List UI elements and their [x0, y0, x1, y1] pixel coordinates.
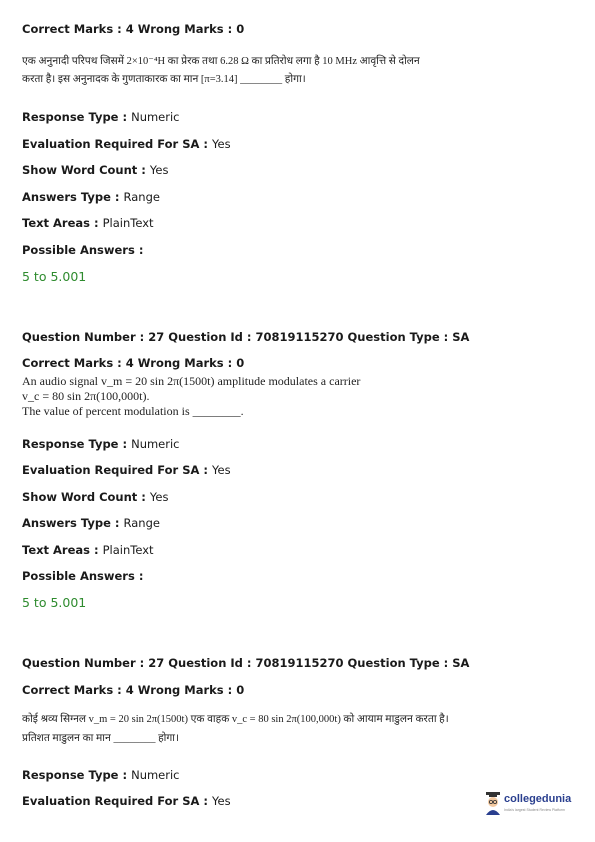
question-line: प्रतिशत माडुलन का मान ________ होगा।	[22, 733, 180, 744]
response-type: Response Type : Numeric	[22, 437, 180, 451]
answers-type: Answers Type : Range	[22, 516, 160, 530]
question-line: कोई श्रव्य सिग्नल v_m = 20 sin 2π(1500t) एक वाहक v_c = 80 sin 2π(100,000t) को आयाम माडुलन करता है।	[22, 714, 449, 725]
evaluation-required: Evaluation Required For SA : Yes	[22, 463, 231, 477]
marks-line: Correct Marks : 4 Wrong Marks : 0	[22, 356, 245, 370]
possible-answer-value: 5 to 5.001	[22, 595, 87, 610]
show-word-count: Show Word Count : Yes	[22, 163, 169, 177]
question-line: करता है। इस अनुनादक के गुणताकारक का मान [π=3.14] ________ होगा।	[22, 74, 306, 85]
question-line: An audio signal v_m = 20 sin 2π(1500t) amplitude modulates a carrier	[22, 374, 361, 388]
text-areas: Text Areas : PlainText	[22, 543, 154, 557]
collegedunia-logo	[483, 789, 583, 821]
question-header: Question Number : 27 Question Id : 70819115270 Question Type : SA	[22, 330, 470, 344]
answers-type: Answers Type : Range	[22, 190, 160, 204]
marks-line: Correct Marks : 4 Wrong Marks : 0	[22, 22, 245, 36]
question-line: The value of percent modulation is ________.	[22, 404, 244, 418]
possible-answers-label: Possible Answers :	[22, 569, 144, 583]
possible-answers-label: Possible Answers :	[22, 243, 144, 257]
show-word-count: Show Word Count : Yes	[22, 490, 169, 504]
question-line: v_c = 80 sin 2π(100,000t).	[22, 389, 150, 403]
evaluation-required: Evaluation Required For SA : Yes	[22, 137, 231, 151]
question-text-hindi	[22, 53, 420, 89]
possible-answer-value: 5 to 5.001	[22, 269, 87, 284]
marks-line: Correct Marks : 4 Wrong Marks : 0	[22, 683, 245, 697]
response-type: Response Type : Numeric	[22, 768, 180, 782]
text-areas: Text Areas : PlainText	[22, 216, 154, 230]
logo-wordmark: collegedunia	[504, 793, 572, 805]
question-line: एक अनुनादी परिपथ जिसमें 2×10⁻⁴H का प्रेरक तथा 6.28 Ω का प्रतिरोध लगा है 10 MHz आवृत्ति से दोलन	[22, 56, 420, 67]
question-text-hindi	[22, 710, 449, 748]
logo-tagline: India's largest Student Review Platform	[504, 808, 565, 812]
question-text	[22, 374, 360, 419]
evaluation-required: Evaluation Required For SA : Yes	[22, 794, 231, 808]
response-type: Response Type : Numeric	[22, 110, 180, 124]
question-header: Question Number : 27 Question Id : 70819115270 Question Type : SA	[22, 656, 470, 670]
student-mascot-icon	[483, 791, 503, 815]
